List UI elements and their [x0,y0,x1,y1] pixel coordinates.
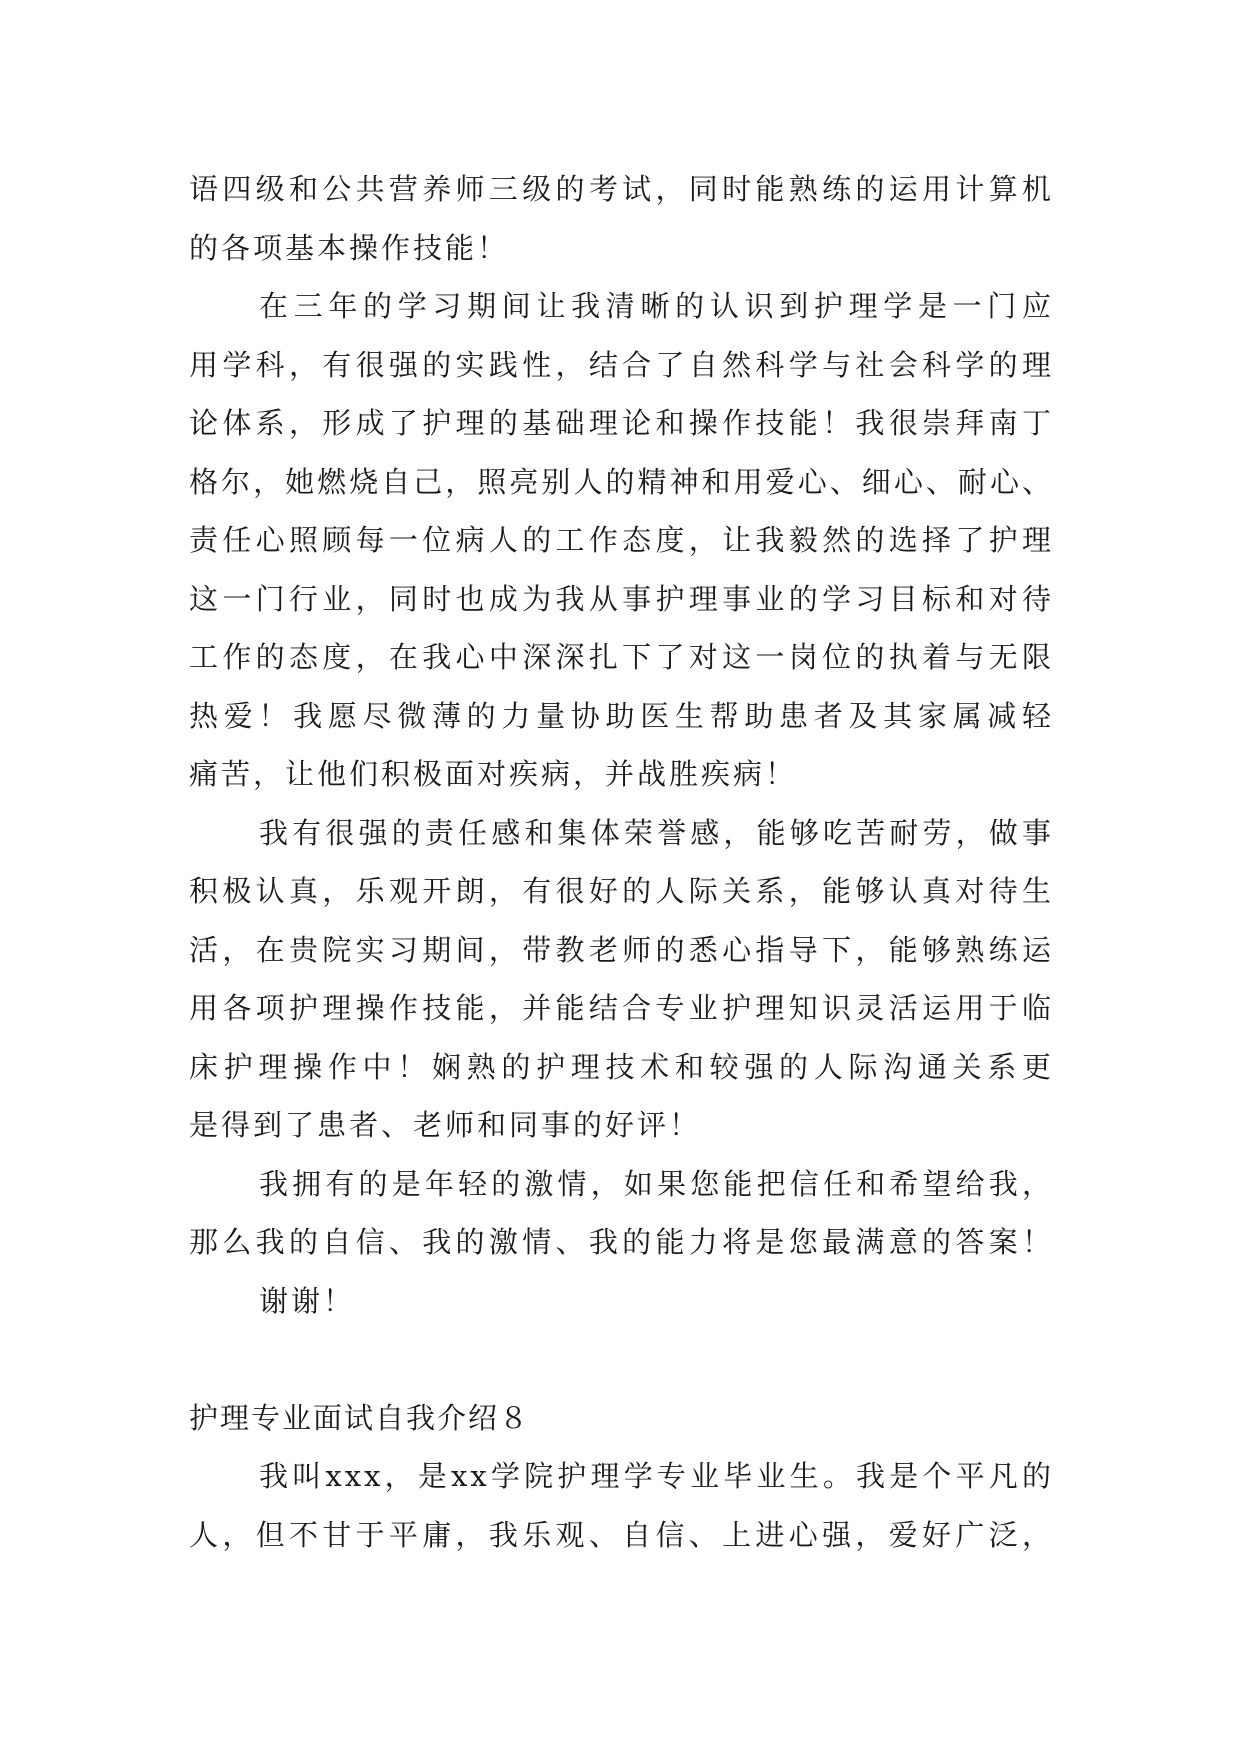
paragraph-start-line: 我叫xxx，是xx学院护理学专业毕业生。我是个平凡的 [259,1459,1054,1493]
text-line: 工作的态度，在我心中深深扎下了对这一岗位的执着与无限 [189,640,1054,674]
text-line: 语四级和公共营养师三级的考试，同时能熟练的运用计算机 [189,172,1054,206]
text-line: 床护理操作中！娴熟的护理技术和较强的人际沟通关系更 [189,1049,1054,1084]
text-line: 那么我的自信、我的激情、我的能力将是您最满意的答案！ [189,1225,1054,1259]
text-line: 论体系，形成了护理的基础理论和操作技能！我很崇拜南丁 [189,406,1054,440]
text-line: 人，但不甘于平庸，我乐观、自信、上进心强，爱好广泛， [189,1517,1054,1552]
text-line: 积极认真，乐观开朗，有很好的人际关系，能够认真对待生 [189,874,1054,908]
text-line: 用学科，有很强的实践性，结合了自然科学与社会科学的理 [189,347,1054,382]
text-line: 热爱！我愿尽微薄的力量协助医生帮助患者及其家属减轻 [189,698,1054,733]
text-line: 这一门行业，同时也成为我从事护理事业的学习目标和对待 [189,581,1054,616]
section-gap [189,1330,1054,1389]
section-heading: 护理专业面试自我介绍８ [189,1400,531,1435]
paragraph-start-line: 我有很强的责任感和集体荣誉感，能够吃苦耐劳，做事 [259,815,1054,850]
paragraph-start-line: 我拥有的是年轻的激情，如果您能把信任和希望给我， [259,1166,1054,1201]
text-line: 责任心照顾每一位病人的工作态度，让我毅然的选择了护理 [189,523,1054,557]
text-line: 痛苦，让他们积极面对疾病，并战胜疾病！ [189,757,798,791]
text-line: 的各项基本操作技能！ [189,230,510,265]
text-line: 用各项护理操作技能，并能结合专业护理知识灵活运用于临 [189,991,1054,1025]
document-body [189,160,1054,1564]
paragraph-start-line: 在三年的学习期间让我清晰的认识到护理学是一门应 [259,289,1054,323]
closing-line: 谢谢！ [259,1283,356,1318]
text-line: 是得到了患者、老师和同事的好评！ [189,1108,702,1142]
text-line: 格尔，她燃烧自己，照亮别人的精神和用爱心、细心、耐心、 [189,464,1054,499]
text-line: 活，在贵院实习期间，带教老师的悉心指导下，能够熟练运 [189,932,1054,967]
